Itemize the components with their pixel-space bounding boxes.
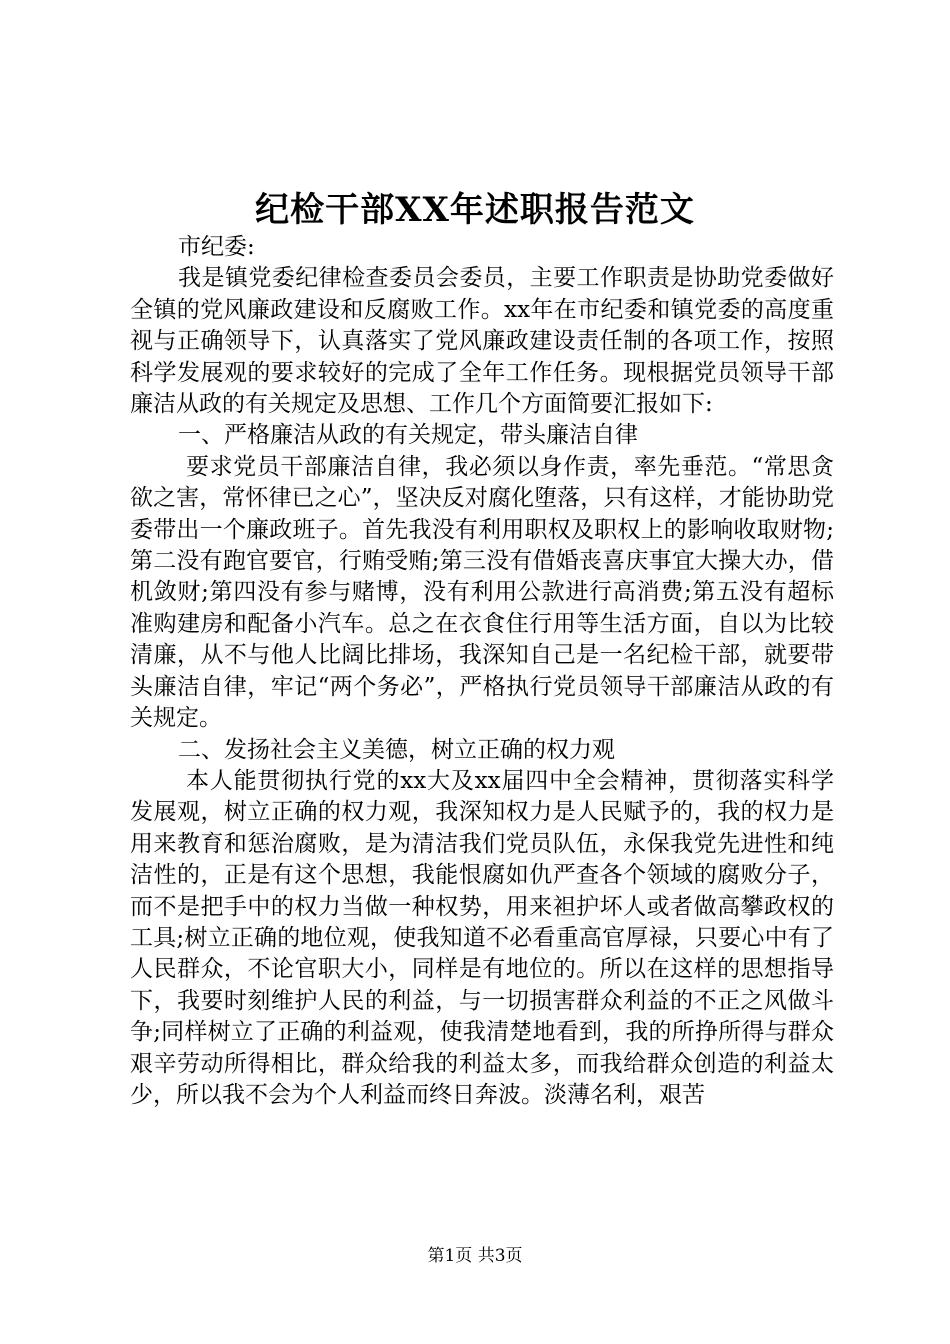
section-heading-2: 二、发扬社会主义美德，树立正确的权力观: [178, 736, 615, 763]
section-body-2: 本人能贯彻执行党的xx大及xx届四中全会精神，贯彻落实科学发展观，树立正确的权力观，我深知权力是人民赋予的，我的权力是用来教育和惩治腐败，是为清洁我们党员队伍，永保我党先进性和纯洁性的，正是有这个思想，我能恨腐如仇严查各个领域的腐败分子，而不是把手中的权力当做一种权势，用来袒护坏人或者做高攀政权的工具;树立正确的地位观，使我知道不必看重高官厚禄，只要心中有了人民群众，不论官职大小，同样是有地位的。所以在这样的思想指导下，我要时刻维护人民的利益，与一切损害群众利益的不正之风做斗争;同样树立了正确的利益观，使我清楚地看到，我的所挣所得与群众艰辛劳动所得相比，群众给我的利益太多，而我给群众创造的利益太少，所以我不会为个人利益而终日奔波。淡薄名利，艰苦: [130, 767, 834, 1108]
salutation: 市纪委:: [178, 234, 255, 260]
section-heading-1: 一、严格廉洁从政的有关规定，带头廉洁自律: [178, 422, 638, 449]
document-body: [130, 232, 834, 1111]
page-footer: 第1页 共3页: [427, 1246, 523, 1266]
section-body-1: 要求党员干部廉洁自律，我必须以身作责，率先垂范。“常思贪欲之害，常怀律已之心”，坚决反对腐化堕落，只有这样，才能协助党委带出一个廉政班子。首先我没有利用职权及职权上的影响收取财物;第二没有跑官要官，行贿受贿;第三没有借婚丧喜庆事宜大操大办，借机敛财;第四没有参与赌博，没有利用公款进行高消费;第五没有超标准购建房和配备小汽车。总之在衣食住行用等生活方面，自以为比较清廉，从不与他人比阔比排场，我深知自己是一名纪检干部，就要带头廉洁自律，牢记“两个务必”，严格执行党员领导干部廉洁从政的有关规定。: [130, 453, 834, 732]
intro-paragraph: 我是镇党委纪律检查委员会委员，主要工作职责是协助党委做好全镇的党风廉政建设和反腐败工作。xx年在市纪委和镇党委的高度重视与正确领导下，认真落实了党风廉政建设责任制的各项工作，按照科学发展观的要求较好的完成了全年工作任务。现根据党员领导干部廉洁从政的有关规定及思想、工作几个方面简要汇报如下:: [130, 265, 834, 418]
document-title: 纪检干部XX年述职报告范文: [255, 190, 695, 230]
